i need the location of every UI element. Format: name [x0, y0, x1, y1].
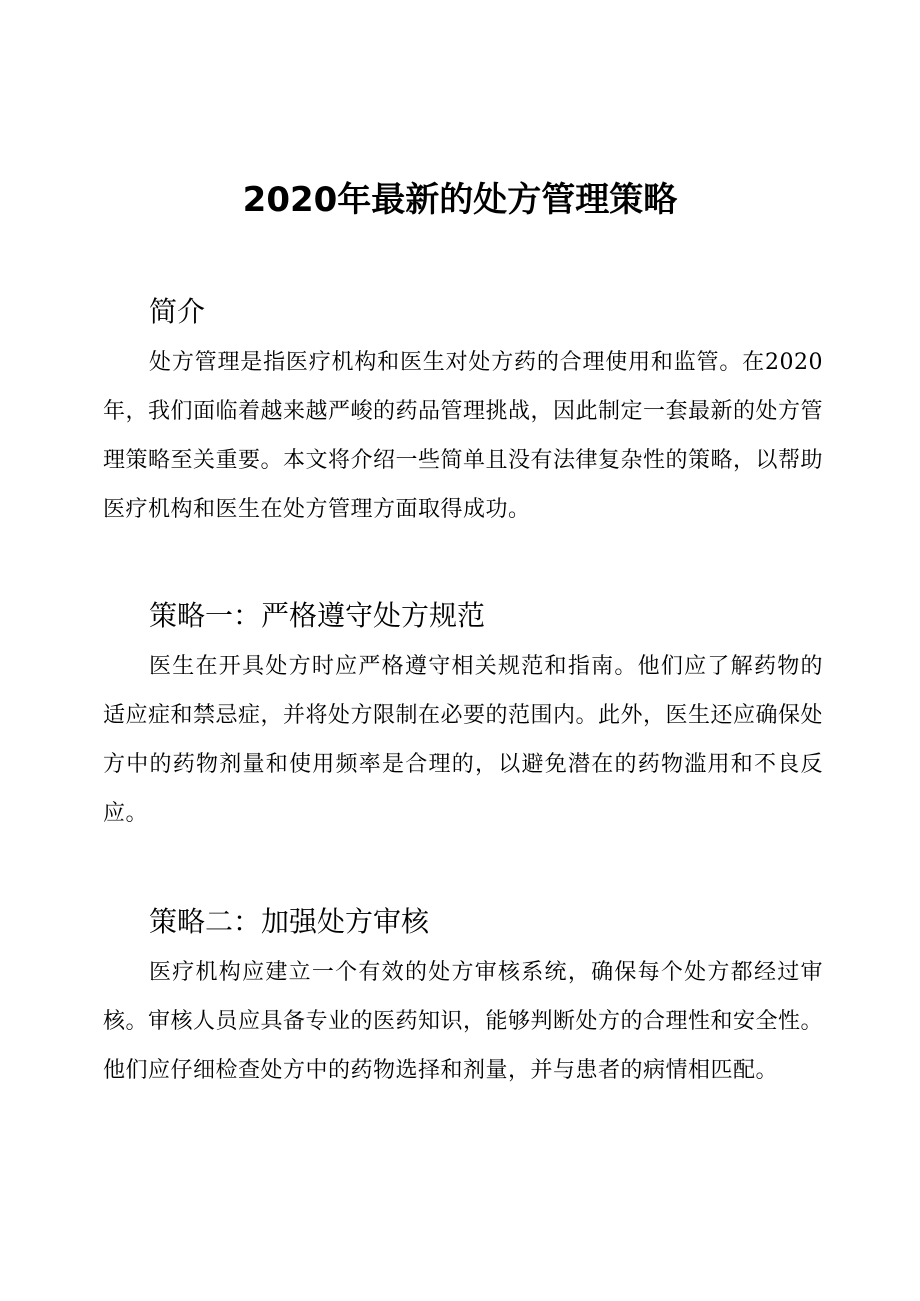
section-body-strategy-one: 医生在开具处方时应严格遵守相关规范和指南。他们应了解药物的适应症和禁忌症，并将处方限制在必要的范围内。此外，医生还应确保处方中的药物剂量和使用频率是合理的，以避免潜在的药物滥用和不良反应。	[103, 654, 824, 826]
section-heading-strategy-one: 策略一：严格遵守处方规范	[149, 599, 486, 632]
section-body-strategy-two: 医疗机构应建立一个有效的处方审核系统，确保每个处方都经过审核。审核人员应具备专业的医药知识，能够判断处方的合理性和安全性。他们应仔细检查处方中的药物选择和剂量，并与患者的病情相匹配。	[103, 960, 824, 1083]
section-heading-introduction: 简介	[149, 295, 206, 328]
section-heading-strategy-two: 策略二：加强处方审核	[149, 905, 430, 938]
section-strategy-two	[103, 902, 823, 1095]
document-title: 2020年最新的处方管理策略	[242, 180, 678, 220]
section-strategy-one	[103, 596, 823, 838]
section-body-introduction: 处方管理是指医疗机构和医生对处方药的合理使用和监管。在2020年，我们面临着越来越严峻的药品管理挑战，因此制定一套最新的处方管理策略至关重要。本文将介绍一些简单且没有法律复杂性的策略，以帮助医疗机构和医生在处方管理方面取得成功。	[103, 350, 824, 522]
section-introduction	[103, 292, 823, 534]
